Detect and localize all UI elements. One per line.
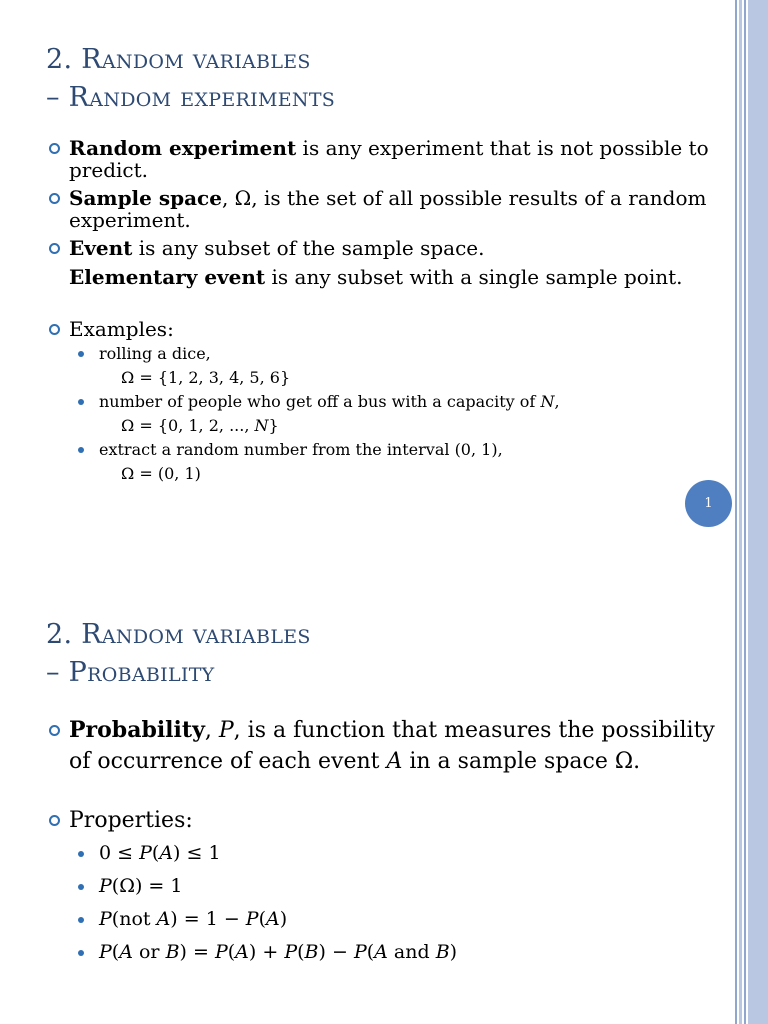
definition-list bbox=[46, 137, 725, 492]
slide-title bbox=[46, 616, 311, 692]
example-text: rolling a dice, bbox=[99, 344, 211, 363]
formula-text: ) = 1 − bbox=[170, 908, 246, 930]
variable: B bbox=[165, 941, 180, 963]
variable: P bbox=[218, 718, 234, 743]
elementary-event-paragraph bbox=[69, 266, 725, 288]
formula-text: ) + bbox=[248, 941, 285, 963]
list-item bbox=[46, 318, 725, 486]
title-line: – Random experiments bbox=[46, 82, 336, 113]
title-line: 2. Random variables bbox=[46, 619, 311, 650]
variable: N bbox=[254, 416, 269, 435]
definition-text: is any experiment that is not possible to predict. bbox=[69, 136, 709, 182]
example-item bbox=[69, 390, 725, 438]
variable: P bbox=[139, 842, 152, 864]
variable: A bbox=[156, 908, 171, 930]
variable: P bbox=[99, 875, 112, 897]
sample-space: Ω = (0, 1) bbox=[121, 464, 201, 483]
decor-stripe bbox=[739, 0, 742, 1024]
variable: A bbox=[119, 941, 133, 963]
example-text: extract a random number from the interval (0, 1), bbox=[99, 440, 503, 459]
term: Random experiment bbox=[69, 136, 297, 160]
page-number-badge: 1 bbox=[685, 480, 732, 527]
list-item bbox=[46, 137, 725, 181]
variable: P bbox=[99, 941, 112, 963]
example-text: number of people who get off a bus with a capacity of bbox=[99, 392, 541, 411]
formula-text: 0 ≤ bbox=[99, 842, 140, 864]
definition-text: , Ω, is the set of all possible results of a random experiment. bbox=[69, 186, 707, 232]
definition-text: in a sample space Ω. bbox=[402, 749, 641, 774]
properties-list bbox=[69, 837, 725, 969]
examples-list bbox=[69, 342, 725, 486]
decor-stripe bbox=[744, 0, 746, 1024]
formula-text: ( bbox=[297, 941, 305, 963]
formula-text: ( bbox=[258, 908, 267, 930]
variable: A bbox=[159, 842, 174, 864]
term: Event bbox=[69, 236, 133, 260]
variable: N bbox=[540, 392, 555, 411]
list-item bbox=[46, 237, 725, 288]
list-item bbox=[46, 715, 725, 777]
property-item bbox=[69, 870, 725, 903]
formula-text: and bbox=[387, 941, 436, 963]
term: Probability bbox=[69, 717, 205, 743]
decor-stripe bbox=[748, 0, 768, 1024]
title-line: 2. Random variables bbox=[46, 44, 311, 75]
definition-text: is any subset with a single sample point. bbox=[265, 265, 683, 289]
variable: P bbox=[353, 941, 367, 963]
properties-label: Properties: bbox=[69, 808, 193, 833]
list-item bbox=[46, 805, 725, 969]
formula-text: ( bbox=[151, 842, 160, 864]
omega-text: Ω = {0, 1, 2, ..., bbox=[121, 416, 255, 435]
variable: B bbox=[304, 941, 319, 963]
omega-text: } bbox=[268, 416, 279, 435]
formula-text: (not bbox=[111, 908, 157, 930]
examples-label: Examples: bbox=[69, 317, 174, 341]
property-item bbox=[69, 903, 725, 936]
formula-text: ( bbox=[366, 941, 375, 963]
formula-text: ) ≤ 1 bbox=[173, 842, 221, 864]
term: Elementary event bbox=[69, 265, 266, 289]
formula-text: ) − bbox=[318, 941, 354, 963]
variable: A bbox=[386, 749, 403, 774]
formula-text: ) bbox=[279, 908, 288, 930]
slide-title bbox=[46, 41, 335, 117]
property-item bbox=[69, 837, 725, 870]
slide-probability bbox=[0, 580, 735, 1024]
variable: A bbox=[266, 908, 280, 930]
formula-text: ( bbox=[227, 941, 236, 963]
variable: B bbox=[435, 941, 450, 963]
term: Sample space bbox=[69, 186, 222, 210]
variable: P bbox=[214, 941, 228, 963]
variable: P bbox=[245, 908, 259, 930]
property-item bbox=[69, 936, 725, 969]
example-item bbox=[69, 342, 725, 390]
decor-stripe bbox=[735, 0, 737, 1024]
variable: P bbox=[99, 908, 112, 930]
formula-text: or bbox=[132, 941, 166, 963]
formula-text: ) bbox=[449, 941, 458, 963]
definition-text: , is a function that measures the possibility of occurrence of each event bbox=[69, 718, 715, 774]
formula-text: ( bbox=[111, 941, 120, 963]
variable: P bbox=[284, 941, 298, 963]
definition-text: , bbox=[204, 718, 219, 743]
variable: A bbox=[235, 941, 249, 963]
formula-text: (Ω) = 1 bbox=[111, 875, 183, 897]
variable: A bbox=[374, 941, 388, 963]
sample-space: Ω = {1, 2, 3, 4, 5, 6} bbox=[121, 368, 291, 387]
definition-text: is any subset of the sample space. bbox=[132, 236, 485, 260]
title-line: – Probability bbox=[46, 657, 215, 688]
list-item bbox=[46, 187, 725, 231]
formula-text: ) = bbox=[179, 941, 215, 963]
example-item bbox=[69, 438, 725, 486]
definition-list bbox=[46, 715, 725, 969]
sample-space bbox=[99, 414, 725, 438]
punctuation: , bbox=[554, 392, 560, 411]
